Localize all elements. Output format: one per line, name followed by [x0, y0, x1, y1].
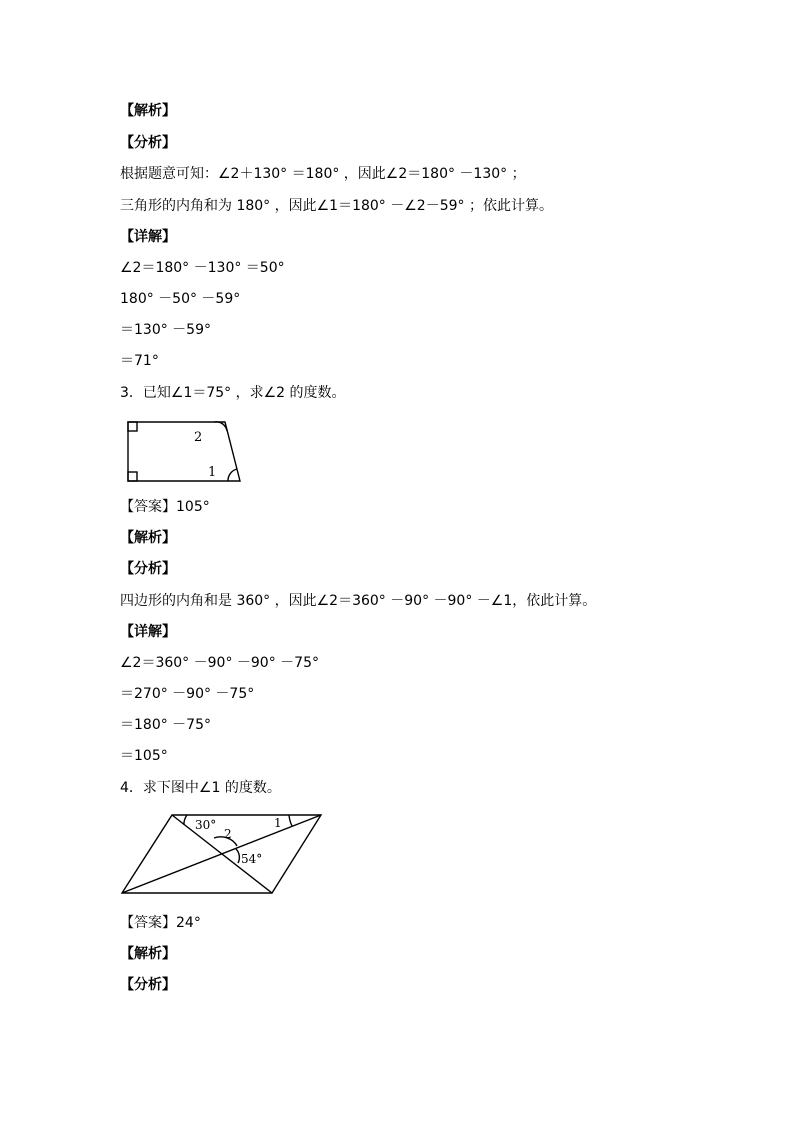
solution-step: ＝180° －75° [120, 717, 211, 733]
heading-xiangjie: 【详解】 [120, 624, 176, 640]
heading-fenxi: 【分析】 [120, 561, 176, 577]
angle-label-30: 30° [195, 818, 217, 832]
heading-jiexi: 【解析】 [120, 946, 176, 962]
analysis-line: 根据题意可知：∠2＋130° ＝180° ，因此∠2＝180° －130° ； [120, 166, 526, 182]
solution-step: ＝105° [120, 748, 168, 764]
analysis-line: 三角形的内角和为 180° ，因此∠1＝180° －∠2－59° ；依此计算。 [120, 198, 553, 214]
heading-jiexi: 【解析】 [120, 530, 176, 546]
solution-step: ＝270° －90° －75° [120, 686, 255, 702]
angle-label-2: 2 [224, 827, 232, 841]
angle-30-arc [184, 815, 187, 825]
solution-step: ∠2＝180° －130° ＝50° [120, 260, 285, 276]
solution-step: ＝130° －59° [120, 322, 211, 338]
solution-step: ＝71° [120, 353, 159, 369]
question-3: 3．已知∠1＝75° ，求∠2 的度数。 [120, 385, 346, 401]
angle-1-arc [289, 815, 292, 826]
angle-label-54: 54° [241, 852, 263, 866]
heading-jiexi: 【解析】 [120, 103, 176, 119]
heading-fenxi: 【分析】 [120, 977, 176, 993]
angle-label-1: 1 [208, 465, 217, 480]
angle-label-1: 1 [274, 816, 282, 830]
diagonal [122, 815, 321, 893]
angle-54-arc [236, 849, 239, 863]
angle-label-2: 2 [194, 430, 203, 445]
analysis-line: 四边形的内角和是 360° ，因此∠2＝360° －90° －90° －∠1，依此计算。 [120, 593, 597, 609]
answer-3: 【答案】105° [120, 499, 210, 515]
question-4: 4．求下图中∠1 的度数。 [120, 780, 281, 796]
heading-fenxi: 【分析】 [120, 135, 176, 151]
solution-step: ∠2＝360° －90° －90° －75° [120, 655, 319, 671]
heading-xiangjie: 【详解】 [120, 229, 176, 245]
answer-4: 【答案】24° [120, 915, 201, 931]
solution-step: 180° －50° －59° [120, 291, 241, 307]
